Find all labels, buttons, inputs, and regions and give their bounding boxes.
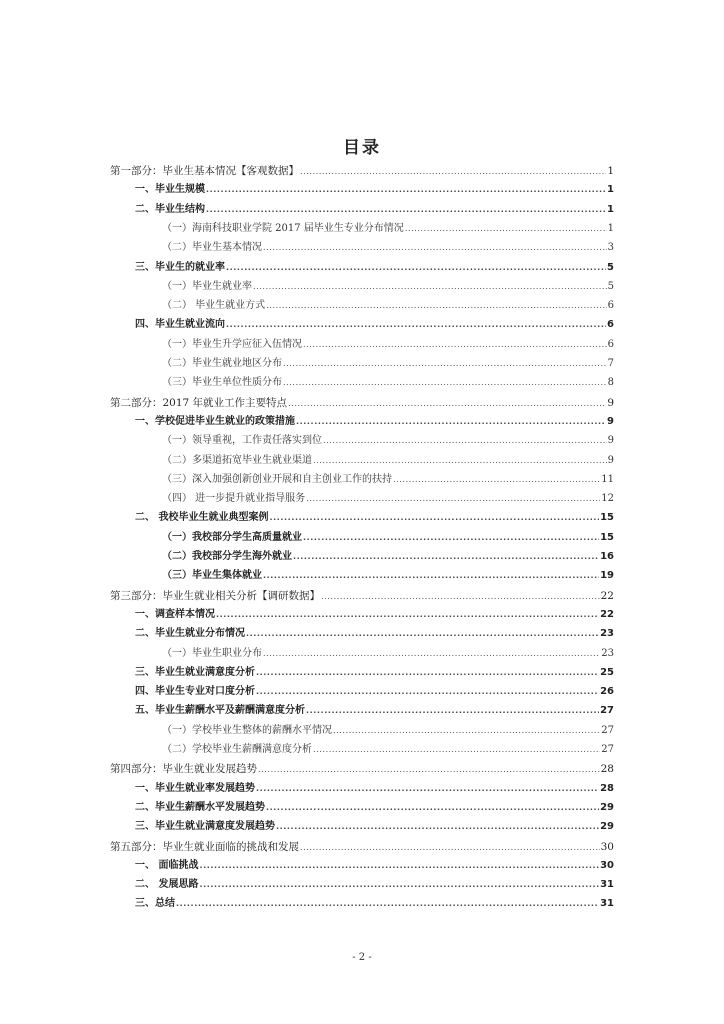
toc-entry-label: （二）我校部分学生海外就业 — [162, 551, 292, 562]
toc-entry[interactable] — [110, 589, 614, 604]
toc-leader-dots — [263, 569, 599, 583]
toc-entry-label: （二） 毕业生就业方式 — [162, 300, 266, 312]
toc-entry[interactable] — [162, 743, 614, 757]
toc-leader-dots — [313, 454, 607, 468]
toc-leader-dots — [283, 376, 607, 390]
toc-entry[interactable] — [135, 878, 614, 892]
toc-leader-dots — [256, 782, 599, 796]
toc-entry-label: 三、总结 — [135, 898, 175, 910]
toc-leader-dots — [246, 627, 599, 641]
toc-entry-page: 9 — [607, 454, 614, 466]
toc-entry-label: （二）多渠道拓宽毕业生就业渠道 — [162, 454, 312, 466]
toc-entry-page: 30 — [600, 859, 614, 871]
toc-entry-label: 一、毕业生就业率发展趋势 — [135, 782, 255, 794]
toc-entry[interactable] — [162, 454, 614, 468]
toc-entry[interactable] — [110, 164, 614, 179]
toc-entry-label: （二）学校毕业生薪酬满意度分析 — [162, 744, 312, 755]
toc-entry-label: 三、毕业生就业满意度分析 — [135, 666, 255, 678]
toc-leader-dots — [269, 511, 599, 525]
toc-leader-dots — [266, 299, 606, 313]
toc-entry-page: 6 — [607, 319, 614, 331]
toc-entry[interactable] — [162, 357, 614, 371]
toc-leader-dots — [303, 531, 599, 545]
toc-entry-page: 30 — [600, 840, 614, 853]
toc-entry-label: 一、 面临挑战 — [135, 859, 199, 871]
toc-leader-dots — [258, 763, 600, 777]
toc-entry[interactable] — [135, 801, 614, 815]
toc-entry-label: 二、毕业生就业分布情况 — [135, 628, 245, 640]
toc-leader-dots — [405, 222, 607, 236]
toc-entry-label: （一）毕业生就业率 — [162, 280, 252, 292]
page-title: 目录 — [343, 138, 381, 158]
toc-entry-page: 23 — [601, 647, 614, 659]
toc-entry[interactable] — [162, 473, 614, 487]
toc-entry-page: 29 — [600, 801, 614, 813]
toc-entry[interactable] — [135, 704, 614, 718]
toc-entry-label: 三、毕业生就业满意度发展趋势 — [135, 821, 275, 833]
toc-leader-dots — [216, 608, 599, 622]
toc-entry[interactable] — [135, 782, 614, 796]
toc-entry-page: 9 — [607, 396, 614, 409]
toc-entry-page: 1 — [607, 203, 614, 215]
toc-entry-label: 第三部分：毕业生就业相关分析【调研数据】 — [110, 589, 320, 602]
toc-entry-page: 1 — [607, 184, 614, 196]
toc-entry-label: 四、毕业生专业对口度分析 — [135, 686, 255, 698]
toc-entry-label: 第一部分：毕业生基本情况【客观数据】 — [110, 165, 299, 177]
toc-leader-dots — [293, 550, 599, 564]
toc-entry-label: （二）毕业生基本情况 — [162, 242, 262, 254]
toc-leader-dots — [206, 203, 606, 217]
toc-entry-label: （三）毕业生单位性质分布 — [162, 377, 282, 389]
toc-entry-page: 5 — [607, 280, 614, 292]
toc-entry-page: 28 — [600, 763, 614, 776]
toc-entry-label: 三、毕业生的就业率 — [135, 261, 225, 273]
toc-entry-page: 1 — [607, 165, 614, 177]
toc-entry-page: 19 — [600, 570, 614, 582]
toc-entry-label: （三）深入加强创新创业开展和自主创业工作的扶持 — [162, 473, 392, 485]
toc-entry-page: 11 — [601, 473, 614, 485]
toc-leader-dots — [199, 878, 599, 892]
toc-entry-page: 3 — [607, 242, 614, 254]
toc-leader-dots — [323, 434, 607, 448]
toc-entry-page: 6 — [607, 338, 614, 350]
toc-entry[interactable] — [135, 897, 614, 911]
toc-entry-label: 第五部分：毕业生就业面临的挑战和发展 — [110, 840, 299, 853]
toc-entry[interactable] — [162, 376, 614, 390]
toc-leader-dots — [176, 897, 599, 911]
toc-leader-dots — [283, 357, 607, 371]
toc-entry-label: 第二部分：2017 年就业工作主要特点 — [110, 396, 288, 409]
toc-entry[interactable] — [135, 666, 614, 680]
toc-leader-dots — [256, 685, 599, 699]
toc-entry-label: （一）毕业生职业分布 — [162, 647, 262, 659]
toc-entry[interactable] — [135, 318, 614, 332]
toc-entry-page: 29 — [600, 821, 614, 833]
toc-entry-label: 一、调查样本情况 — [135, 608, 215, 620]
toc-entry-page: 5 — [607, 261, 614, 273]
toc-entry-label: （二）毕业生就业地区分布 — [162, 358, 282, 369]
toc-leader-dots — [256, 666, 599, 680]
toc-leader-dots — [226, 318, 606, 332]
toc-entry-page: 22 — [600, 589, 614, 602]
toc-entry-page: 15 — [600, 531, 614, 543]
toc-leader-dots — [313, 743, 600, 757]
toc-entry-label: 四、毕业生就业流向 — [135, 319, 225, 331]
toc-entry[interactable] — [135, 685, 614, 699]
toc-leader-dots — [253, 280, 607, 294]
toc-entry-page: 27 — [601, 724, 614, 736]
toc-entry-page: 15 — [600, 512, 614, 524]
toc-leader-dots — [303, 338, 607, 352]
toc-leader-dots — [300, 841, 600, 855]
toc-entry-page: 9 — [607, 435, 614, 447]
toc-entry[interactable] — [135, 859, 614, 873]
toc-entry[interactable] — [162, 338, 614, 352]
toc-leader-dots — [306, 704, 599, 718]
toc-entry[interactable] — [135, 820, 614, 834]
toc-entry[interactable] — [135, 627, 614, 641]
page-number: - 2 - — [352, 952, 372, 963]
toc-leader-dots — [296, 415, 606, 429]
toc-entry[interactable] — [135, 203, 614, 217]
toc-entry[interactable] — [110, 840, 614, 855]
toc-entry-label: 第四部分：毕业生就业发展趋势 — [110, 763, 257, 776]
toc-entry-page: 27 — [600, 705, 614, 717]
toc-entry-page: 28 — [600, 782, 614, 794]
toc-entry-page: 12 — [601, 493, 614, 505]
toc-entry-label: （四） 进一步提升就业指导服务 — [162, 493, 306, 505]
toc-leader-dots — [300, 165, 606, 179]
toc-entry-label: （一）学校毕业生整体的薪酬水平情况 — [162, 724, 332, 736]
toc-entry-label: （一）我校部分学生高质量就业 — [162, 531, 302, 543]
toc-entry-page: 9 — [607, 415, 614, 427]
toc-entry-label: （一）领导重视，工作责任落实到位 — [162, 435, 322, 447]
toc-leader-dots — [263, 647, 600, 661]
toc-entry-page: 16 — [600, 551, 614, 562]
toc-entry-page: 31 — [600, 879, 614, 891]
toc-entry-label: 五、毕业生薪酬水平及薪酬满意度分析 — [135, 705, 305, 717]
toc-leader-dots — [321, 590, 600, 604]
toc-leader-dots — [393, 473, 600, 487]
toc-entry[interactable] — [162, 222, 614, 236]
toc-entry-label: 二、 我校毕业生就业典型案例 — [135, 512, 269, 524]
toc-entry[interactable] — [162, 299, 614, 313]
toc-entry-label: 二、毕业生薪酬水平发展趋势 — [135, 801, 265, 813]
toc-entry[interactable] — [110, 396, 614, 411]
toc-leader-dots — [288, 397, 606, 411]
toc-entry-label: 二、毕业生结构 — [135, 203, 205, 215]
toc-entry-page: 6 — [607, 300, 614, 312]
toc-leader-dots — [276, 820, 599, 834]
toc-leader-dots — [263, 241, 607, 255]
toc-entry-label: （三）毕业生集体就业 — [162, 570, 262, 582]
toc-entry[interactable] — [162, 492, 614, 506]
toc-entry-label: （一）海南科技职业学院 2017 届毕业生专业分布情况 — [162, 222, 404, 234]
toc-entry-page: 25 — [600, 666, 614, 678]
toc-entry-page: 31 — [600, 898, 614, 910]
toc-entry-label: 一、毕业生规模 — [135, 184, 205, 196]
toc-leader-dots — [333, 724, 600, 738]
toc-leader-dots — [306, 492, 600, 506]
toc-entry-label: （一）毕业生升学应征入伍情况 — [162, 338, 302, 350]
toc-entry-page: 8 — [607, 377, 614, 389]
toc-entry[interactable] — [135, 608, 614, 622]
toc-entry[interactable] — [162, 280, 614, 294]
toc-entry[interactable] — [162, 531, 614, 545]
toc-entry-page: 23 — [600, 628, 614, 640]
toc-entry[interactable] — [135, 183, 614, 197]
toc-entry-label: 二、 发展思路 — [135, 879, 199, 891]
toc-entry[interactable] — [162, 434, 614, 448]
toc-entry[interactable] — [135, 415, 614, 429]
toc-entry-page: 7 — [607, 358, 614, 369]
toc-entry-page: 1 — [607, 222, 614, 234]
toc-leader-dots — [206, 183, 606, 197]
toc-entry[interactable] — [162, 647, 614, 661]
toc-entry-page: 27 — [601, 744, 614, 755]
toc-leader-dots — [199, 859, 599, 873]
toc-entry[interactable] — [162, 569, 614, 583]
toc-entry-page: 22 — [600, 608, 614, 620]
toc-leader-dots — [226, 261, 606, 275]
toc-entry[interactable] — [162, 241, 614, 255]
toc-entry[interactable] — [110, 762, 614, 777]
toc-entry[interactable] — [162, 724, 614, 738]
toc-entry[interactable] — [162, 550, 614, 564]
toc-entry[interactable] — [135, 261, 614, 275]
toc-entry-page: 26 — [600, 686, 614, 698]
toc-entry[interactable] — [135, 511, 614, 525]
toc-entry-label: 一、学校促进毕业生就业的政策措施 — [135, 415, 295, 427]
toc-leader-dots — [266, 801, 599, 815]
